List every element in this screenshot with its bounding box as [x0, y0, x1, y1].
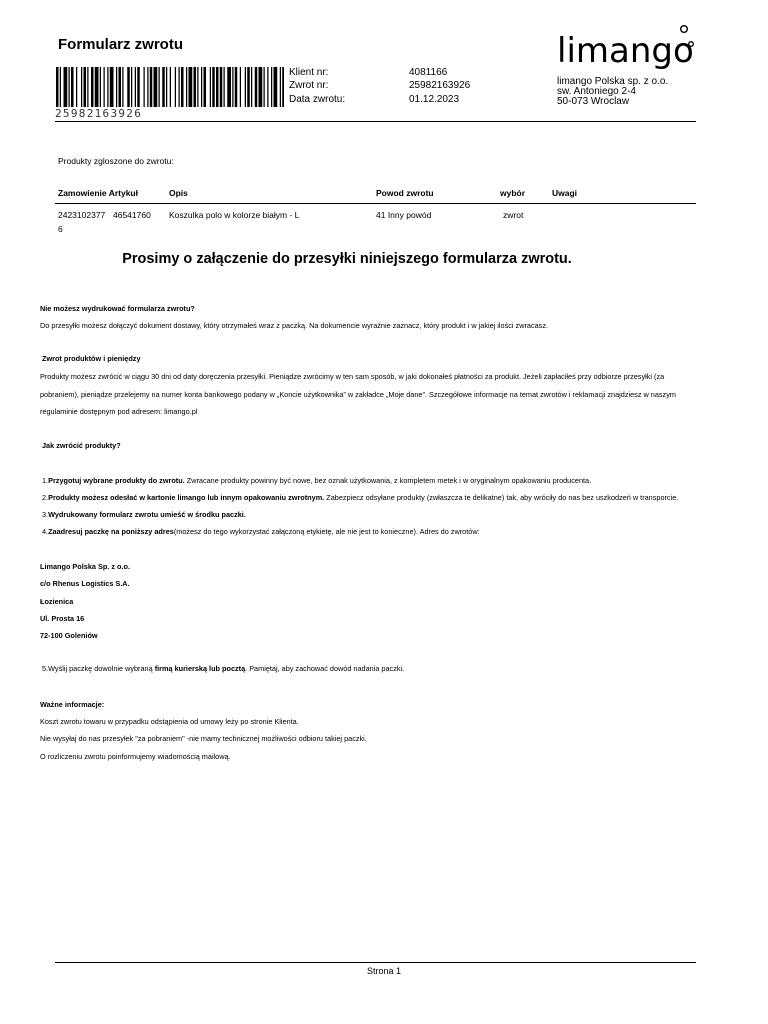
col-return-reason: Powod zwrotu — [376, 188, 434, 198]
refund-line-2: pobraniem), pieniądze przelejemy na numer konta bankowego podany w „Koncie użytkownika” w zakładce „Moje dane”. Szczegółowe informacje na temat zwrotów i reklamacji znajdziesz w naszym — [40, 390, 676, 399]
row-article-number-cont: 6 — [58, 224, 63, 234]
document-title: Formularz zwrotu — [58, 36, 184, 53]
barcode-bar — [189, 67, 193, 107]
barcode-bar — [64, 67, 68, 107]
table-header-divider — [55, 203, 696, 204]
return-date-value: 01.12.2023 — [409, 94, 460, 105]
barcode-bar — [220, 67, 223, 107]
barcode-bar — [127, 67, 130, 107]
address-line-5: 72-100 Goleniów — [40, 631, 98, 640]
barcode-image — [56, 67, 284, 107]
important-line-3: O rozliczeniu zwrotu poinformujemy wiadomością mailową. — [40, 752, 231, 761]
barcode-bar — [60, 67, 61, 107]
step-2: 2.Produkty możesz odesłać w kartonie limango lub innym opakowaniu zwrotnym. Zabezpiecz odsyłane produkty (zwłaszcza te delikatne) tak, aby wróciły do nas bez uszkodzeń w transporcie. — [42, 493, 679, 502]
row-order-number: 2423102377 — [58, 210, 106, 220]
barcode-bar — [232, 67, 233, 107]
barcode-bar — [71, 67, 74, 107]
barcode-bar — [179, 67, 180, 107]
barcode-bar — [131, 67, 132, 107]
company-street: sw. Antoniego 2-4 — [557, 86, 636, 97]
limango-logo — [556, 22, 706, 78]
refund-line-3: regulaminie dostępnym pod adresem: limango.pl — [40, 407, 198, 416]
step-5: 5.Wyślij paczkę dowolnie wybraną firmą kurierską lub pocztą. Pamiętaj, aby zachować dowód nadania paczki. — [42, 664, 405, 673]
barcode-bar — [104, 67, 105, 107]
barcode-bar — [210, 67, 211, 107]
step-3: 3.Wydrukowany formularz zwrotu umieść w środku paczki. — [42, 510, 246, 519]
barcode-bar — [69, 67, 70, 107]
barcode-bar — [201, 67, 202, 107]
barcode-bar — [110, 67, 114, 107]
barcode-bar — [107, 67, 108, 107]
cant-print-title: Nie możesz wydrukować formularza zwrotu? — [40, 304, 195, 313]
barcode-bar — [100, 67, 101, 107]
barcode-bar — [271, 67, 272, 107]
refund-title: Zwrot produktów i pieniędzy — [42, 354, 141, 363]
barcode-bar — [166, 67, 167, 107]
logo-wordmark: limango — [557, 31, 694, 71]
barcode-number: 25982163926 — [55, 107, 143, 120]
barcode-bar — [87, 67, 88, 107]
barcode-bar — [116, 67, 117, 107]
address-line-2: c/o Rhenus Logistics S.A. — [40, 579, 130, 588]
client-number-value: 4081166 — [409, 67, 448, 78]
step-4: 4.Zaadresuj paczkę na poniższy adres(możesz do tego wykorzystać załączoną etykietę, ale nie jest to konieczne). Adres do zwrotów: — [42, 527, 480, 536]
barcode-bar — [264, 67, 265, 107]
barcode-bar — [162, 67, 165, 107]
barcode-bar — [259, 67, 263, 107]
important-title: Ważne informacje: — [40, 700, 105, 709]
important-line-1: Koszt zwrotu towaru w przypadku odstąpienia od umowy leży po stronie Klienta. — [40, 717, 299, 726]
address-line-4: Ul. Prosta 16 — [40, 614, 85, 623]
return-number-label: Zwrot nr: — [289, 80, 329, 91]
barcode-bar — [227, 67, 231, 107]
step-1: 1.Przygotuj wybrane produkty do zwrotu. Zwracane produkty powinny być nowe, bez oznak użytkowania, z kompletem metek i w oryginalnym opakowaniu producenta. — [42, 476, 592, 485]
how-title: Jak zwrócić produkty? — [42, 441, 121, 450]
barcode-bar — [245, 67, 246, 107]
footer-divider — [55, 962, 696, 963]
barcode-bar — [170, 67, 171, 107]
refund-line-1: Produkty możesz zwrócić w ciągu 30 dni od daty doręczenia przesyłki. Pieniądze zwrócimy w ten sam sposób, w jaki dokonałeś płatności za produkt. Jeżeli zapłaciłeś przy odbiorze przesyłki (za — [40, 372, 665, 381]
barcode-bar — [274, 67, 278, 107]
barcode-bar — [122, 67, 123, 107]
barcode-bar — [282, 67, 284, 107]
barcode-bar — [56, 67, 59, 107]
important-line-2: Nie wysyłaj do nas przesyłek "za pobraniem" -nie mamy technicznej możliwości odbioru takiej paczki. — [40, 734, 367, 743]
barcode-bar — [247, 67, 250, 107]
address-line-1: Limango Polska Sp. z o.o. — [40, 562, 131, 571]
barcode-bar — [255, 67, 258, 107]
return-number-value: 25982163926 — [409, 80, 471, 91]
barcode-bar — [137, 67, 140, 107]
barcode-bar — [197, 67, 198, 107]
barcode-bar — [224, 67, 225, 107]
barcode-bar — [119, 67, 122, 107]
main-heading: Prosimy o załączenie do przesyłki niniejszego formularza zwrotu. — [122, 251, 572, 267]
barcode-bar — [235, 67, 238, 107]
header-divider — [55, 121, 696, 122]
barcode-bar — [154, 67, 158, 107]
products-intro: Produkty zgloszone do zwrotu: — [58, 156, 174, 166]
barcode-bar — [280, 67, 281, 107]
row-article-number: 46541760 — [113, 210, 151, 220]
barcode-bar — [194, 67, 197, 107]
col-notes: Uwagi — [552, 188, 578, 198]
col-order-article: Zamowienie Artykuł — [58, 188, 138, 198]
barcode-bar — [159, 67, 160, 107]
col-description: Opis — [169, 188, 188, 198]
barcode-bar — [91, 67, 94, 107]
row-description: Koszulka polo w kolorze białym - L — [169, 210, 300, 220]
barcode-bar — [147, 67, 148, 107]
barcode-bar — [175, 67, 176, 107]
page-number: Strona 1 — [366, 966, 402, 976]
barcode-bar — [240, 67, 241, 107]
col-choice: wybór — [500, 188, 526, 198]
row-return-reason: 41 Inny powód — [376, 210, 432, 220]
cant-print-text: Do przesyłki możesz dołączyć dokument dostawy, który otrzymałeś wraz z paczką. Na dokumencie wyraźnie zaznacz, który produkt i w jakiej ilości zwracasz. — [40, 321, 548, 330]
return-date-label: Data zwrotu: — [289, 94, 346, 105]
company-city: 50-073 Wroclaw — [557, 96, 630, 107]
barcode-bar — [212, 67, 215, 107]
barcode-bar — [267, 67, 268, 107]
address-line-3: Łozienica — [40, 597, 74, 606]
barcode-bar — [150, 67, 153, 107]
barcode-bar — [204, 67, 207, 107]
barcode-bar — [144, 67, 145, 107]
barcode-bar — [135, 67, 136, 107]
company-name: limango Polska sp. z o.o. — [557, 76, 669, 87]
barcode-bar — [186, 67, 187, 107]
barcode-bar — [181, 67, 184, 107]
barcode-bar — [76, 67, 77, 107]
barcode-bar — [84, 67, 87, 107]
row-choice: zwrot — [503, 210, 524, 220]
client-number-label: Klient nr: — [289, 67, 329, 78]
barcode-bar — [81, 67, 82, 107]
barcode-bar — [216, 67, 219, 107]
barcode-bar — [95, 67, 99, 107]
barcode-bar — [251, 67, 252, 107]
